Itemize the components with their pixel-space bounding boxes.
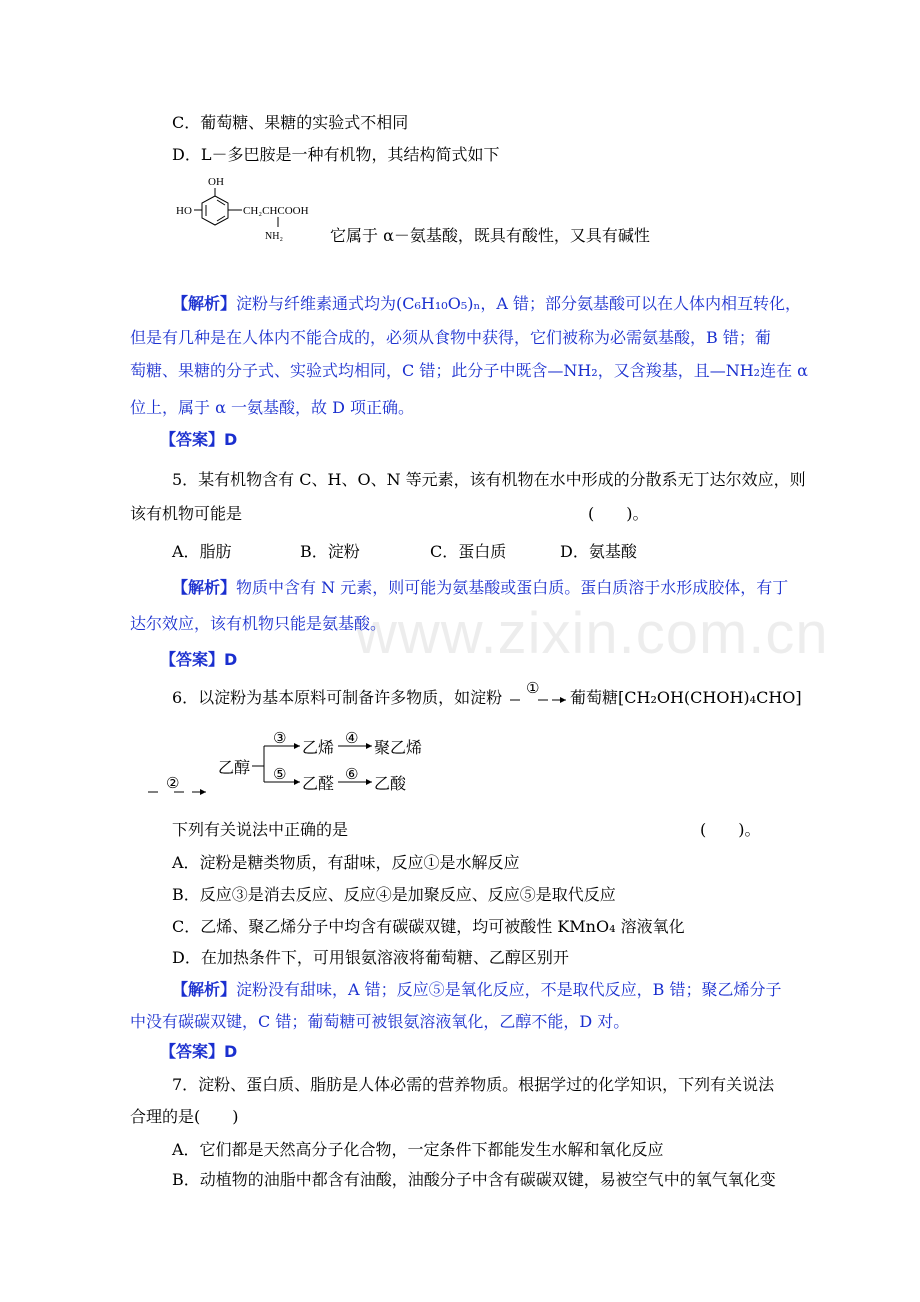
reaction-arrow-1	[508, 676, 570, 708]
q4-analysis-line-4: 位上，属于 α 一氨基酸，故 D 项正确。	[130, 398, 414, 417]
q6-option-c: C．乙烯、聚乙烯分子中均含有碳碳双键，均可被酸性 KMnO₄ 溶液氧化	[172, 917, 685, 936]
q7-option-b: B．动植物的油脂中都含有油酸，油酸分子中含有碳碳双键，易被空气中的氧气氧化变	[172, 1170, 776, 1189]
q5-stem-1: 5．某有机物含有 C、H、O、N 等元素，该有机物在水中形成的分散系无丁达尔效应，则	[172, 470, 806, 489]
q4-answer	[160, 430, 237, 450]
q4-option-d: D．L－多巴胺是一种有机物，其结构简式如下	[172, 145, 500, 164]
q4-option-d-tail: 它属于 α－氨基酸，既具有酸性，又具有碱性	[330, 226, 650, 245]
r6-label: ⑥	[345, 765, 359, 783]
q4-analysis-line-1	[172, 294, 801, 314]
acetic-acid: 乙酸	[374, 774, 407, 793]
q5-option-b: B．淀粉	[300, 542, 360, 561]
r4-label: ④	[345, 729, 359, 747]
answer-tag: 【答案】	[160, 1042, 225, 1061]
analysis-tag: 【解析】	[172, 294, 237, 313]
struct-nh2: NH₂	[265, 231, 283, 242]
struct-chain: CH₂CHCOOH	[243, 205, 309, 217]
q6-option-a: A．淀粉是糖类物质，有甜味，反应①是水解反应	[172, 853, 520, 872]
answer-value: D	[224, 1042, 238, 1061]
q4-option-c: C．葡萄糖、果糖的实验式不相同	[172, 113, 409, 132]
watermark: www.zixin.com.cn	[355, 601, 829, 666]
q6-stem: 6．以淀粉为基本原料可制备许多物质，如淀粉	[172, 688, 503, 707]
l-dopa-structure	[170, 170, 330, 245]
q7-stem-2: 合理的是( )	[130, 1107, 239, 1126]
analysis-text: 物质中含有 N 元素，则可能为氨基酸或蛋白质。蛋白质溶于水形成胶体，有丁	[236, 578, 789, 597]
answer-tag: 【答案】	[160, 430, 225, 449]
q5-analysis-line-1	[172, 578, 788, 598]
q5-stem-2: 该有机物可能是	[130, 504, 243, 523]
q6-question: 下列有关说法中正确的是	[172, 820, 349, 839]
answer-tag: 【答案】	[160, 650, 225, 669]
q7-stem-1: 7．淀粉、蛋白质、脂肪是人体必需的营养物质。根据学过的化学知识，下列有关说法	[172, 1075, 775, 1094]
q6-analysis-line-2: 中没有碳碳双键，C 错；葡萄糖可被银氨溶液氧化，乙醇不能，D 对。	[130, 1012, 630, 1031]
q5-bracket: ( )。	[588, 504, 649, 523]
r5-label: ⑤	[273, 765, 287, 783]
q5-option-c: C．蛋白质	[430, 542, 507, 561]
answer-value: D	[224, 650, 238, 669]
analysis-text: 淀粉没有甜味，A 错；反应⑤是氧化反应，不是取代反应，B 错；聚乙烯分子	[236, 980, 782, 999]
q5-analysis-line-2: 达尔效应，该有机物只能是氨基酸。	[130, 614, 387, 633]
ethanol: 乙醇	[218, 758, 251, 777]
acetaldehyde: 乙醛	[302, 774, 335, 793]
q4-analysis-line-3: 萄糖、果糖的分子式、实验式均相同，C 错；此分子中既含—NH₂，又含羧基，且—NH₂连在 α	[130, 361, 808, 380]
struct-oh-top: OH	[208, 176, 224, 188]
q6-bracket: ( )。	[700, 820, 761, 839]
q6-glucose: 葡萄糖[CH₂OH(CHOH)₄CHO]	[570, 688, 802, 707]
r3-label: ③	[273, 729, 287, 747]
ethylene: 乙烯	[302, 738, 335, 757]
analysis-tag: 【解析】	[172, 980, 237, 999]
analysis-tag: 【解析】	[172, 578, 237, 597]
arrow2-label: ②	[166, 774, 180, 792]
reaction-scheme	[140, 726, 460, 802]
polyethylene: 聚乙烯	[374, 738, 423, 757]
analysis-text: 淀粉与纤维素通式均为(C₆H₁₀O₅)ₙ，A 错；部分氨基酸可以在人体内相互转化，	[236, 294, 802, 313]
q5-answer	[160, 650, 237, 670]
answer-value: D	[224, 430, 238, 449]
q6-answer	[160, 1042, 237, 1062]
struct-ho-left: HO	[176, 205, 192, 217]
q5-option-a: A．脂肪	[172, 542, 232, 561]
q7-option-a: A．它们都是天然高分子化合物，一定条件下都能发生水解和氧化反应	[172, 1140, 664, 1159]
q6-option-b: B．反应③是消去反应、反应④是加聚反应、反应⑤是取代反应	[172, 885, 616, 904]
q6-analysis-line-1	[172, 980, 782, 1000]
q6-option-d: D．在加热条件下，可用银氨溶液将葡萄糖、乙醇区别开	[172, 948, 569, 967]
arrow1-label: ①	[526, 679, 540, 697]
q4-analysis-line-2: 但是有几种是在人体内不能合成的，必须从食物中获得，它们被称为必需氨基酸，B 错；葡	[130, 328, 771, 347]
q5-option-d: D．氨基酸	[560, 542, 637, 561]
